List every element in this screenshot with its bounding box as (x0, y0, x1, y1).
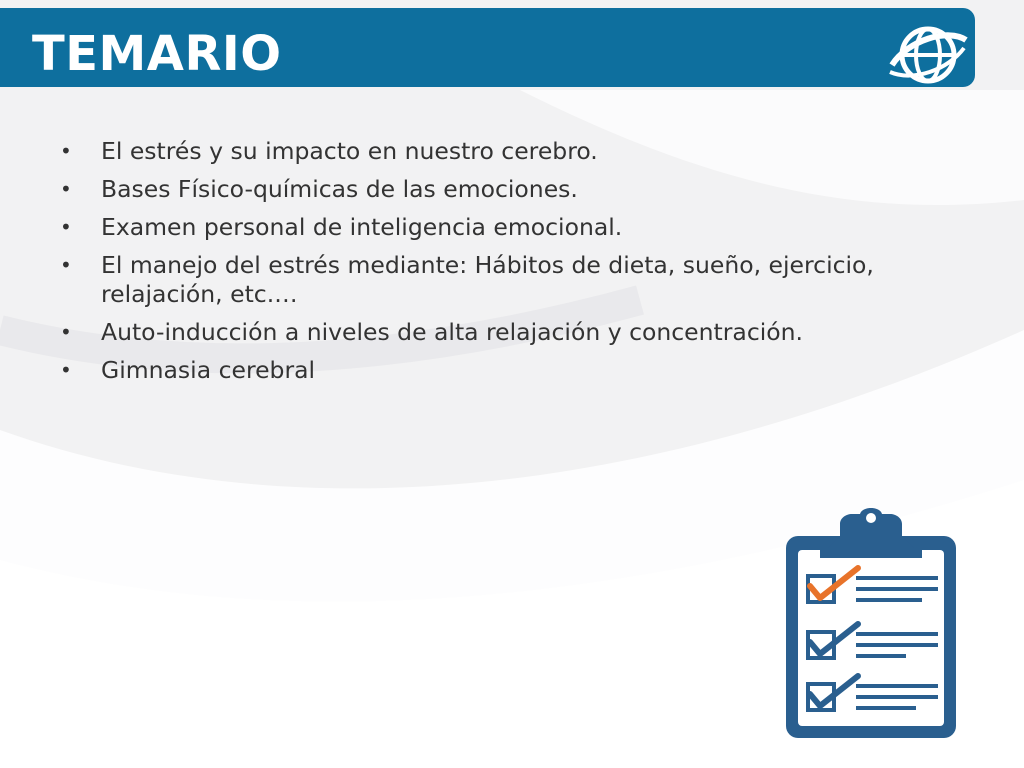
slide-title: TEMARIO (32, 26, 282, 82)
list-item (60, 318, 960, 347)
list-item (60, 356, 960, 385)
bullet-dot: • (60, 253, 72, 277)
list-item-text: El manejo del estrés mediante: Hábitos de dieta, sueño, ejercicio, relajación, etc.… (101, 251, 874, 308)
bullet-dot: • (60, 139, 72, 163)
list-item-text: Gimnasia cerebral (101, 356, 316, 384)
checklist-clipboard-icon (780, 500, 962, 742)
topic-list (60, 137, 960, 394)
list-item (60, 251, 960, 309)
list-item-text: Auto-inducción a niveles de alta relajación y concentración. (101, 318, 804, 346)
list-item-text: El estrés y su impacto en nuestro cerebro. (101, 137, 598, 165)
list-item-text: Examen personal de inteligencia emocional. (101, 213, 623, 241)
bullet-dot: • (60, 215, 72, 239)
list-item (60, 213, 960, 242)
list-item (60, 175, 960, 204)
bullet-dot: • (60, 320, 72, 344)
list-item (60, 137, 960, 166)
list-item-text: Bases Físico-químicas de las emociones. (101, 175, 578, 203)
title-bar (0, 8, 975, 87)
bullet-dot: • (60, 358, 72, 382)
globe-logo-icon (888, 20, 968, 90)
bullet-dot: • (60, 177, 72, 201)
